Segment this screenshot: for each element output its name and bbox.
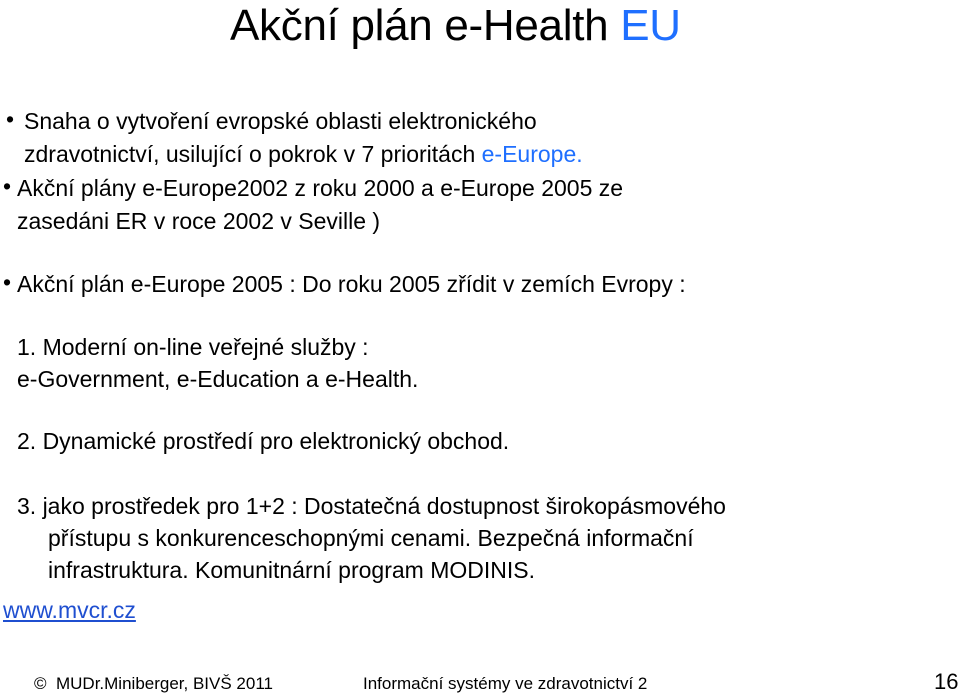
bullet-1-line-2 — [24, 141, 583, 168]
bullet-icon: • — [6, 106, 15, 132]
title-main: Akční plán e-Health — [230, 1, 609, 50]
footer-author-text: MUDr.Miniberger, BIVŠ 2011 — [55, 674, 273, 693]
bullet-2-line-2: zasedáni ER v roce 2002 v Seville ) — [17, 208, 381, 234]
item-3-line-2: přístupu s konkurenceschopnými cenami. Bezpečná informační — [48, 525, 694, 551]
item-2-line-1: 2. Dynamické prostředí pro elektronický obchod. — [17, 428, 510, 454]
bullet-3-line-1: Akční plán e-Europe 2005 : Do roku 2005 zřídit v zemích Evropy : — [17, 271, 686, 297]
bullet-1-line-1: Snaha o vytvoření evropské oblasti elektronického — [24, 108, 537, 134]
item-1-line-2: e-Government, e-Education a e-Health. — [17, 366, 419, 392]
page-number: 16 — [934, 669, 959, 694]
footer-author — [34, 674, 273, 694]
copyright-icon: © — [34, 674, 47, 693]
e-europe-link[interactable]: e-Europe. — [481, 141, 583, 167]
item-1-line-1: 1. Moderní on-line veřejné služby : — [17, 334, 369, 360]
mvcr-link[interactable]: www.mvcr.cz — [3, 597, 136, 623]
footer-course: Informační systémy ve zdravotnictví 2 — [363, 674, 648, 693]
bullet-1-text: zdravotnictví, usilující o pokrok v 7 prioritách — [24, 141, 482, 167]
title-accent: EU — [620, 1, 681, 50]
bullet-icon: • — [3, 173, 12, 199]
item-3-line-3: infrastruktura. Komunitnární program MODINIS. — [48, 557, 535, 583]
bullet-icon: • — [3, 269, 12, 295]
bullet-2-line-1: Akční plány e-Europe2002 z roku 2000 a e-Europe 2005 ze — [17, 175, 624, 201]
item-3-line-1: 3. jako prostředek pro 1+2 : Dostatečná dostupnost širokopásmového — [17, 493, 726, 519]
slide-title — [230, 2, 681, 50]
